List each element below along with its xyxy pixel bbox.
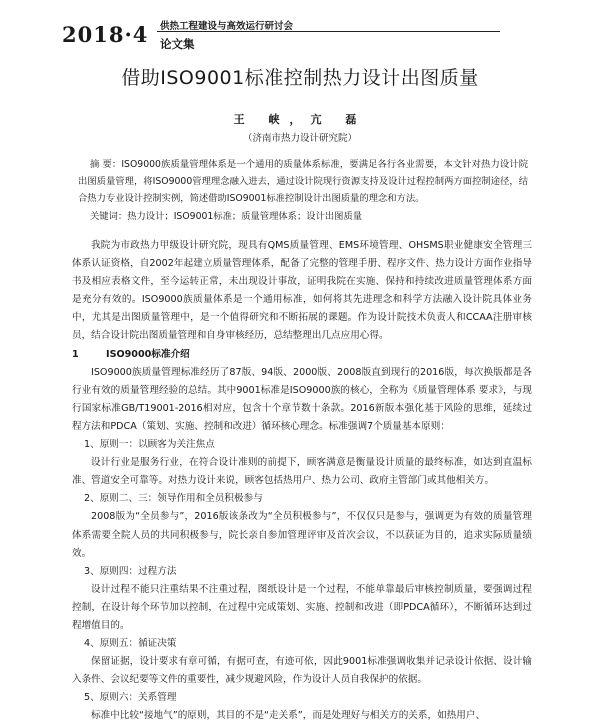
intro-paragraph: 我院为市政热力甲级设计研究院，现具有QMS质量管理、EMS环境管理、OHSMS职业健康安全管理三体系认证资格，自2002年起建立质量管理体系，配备了完整的管理手册、程序文件、热力设计方面作业指导书及相应表格文件，至今运转正常，未出现设计事故，证明我院在实施、保持和持续改进质量管理体系方面是充分有效的。ISO9000族质量体系是一个通用标准，如何将其先进理念和科学方法融入设计院具体业务中，尤其是出图质量管理中，是一个值得研究和不断拓展的课题。作为设计院技术负责人和CCAA注册审核员，结合设计院出图质量管理和自身审核经历，总结整理出几点应用心得。 [72, 240, 532, 342]
principle-text: 2008版为“全员参与”，2016版该条改为“全员积极参与”，不仅仅只是参与，强调更为有效的质量管理体系需要全院人员的共同积极参与，院长亲自参加管理评审及首次会议，不以获证为目的，追求实际质量绩效。 [72, 511, 532, 559]
keywords-text: 热力设计；ISO9001标准；质量管理体系；设计出图质量 [127, 211, 363, 222]
principle-heading: 2、原则二、三：领导作用和全员积极参与 [84, 493, 263, 505]
keywords [90, 208, 530, 222]
paper-title: 借助ISO9001标准控制热力设计出图质量 [121, 67, 479, 89]
section-title: ISO9000标准介绍 [106, 348, 190, 360]
principle-text: 设计行业是服务行业，在符合设计准则的前提下，顾客满意是衡量设计质量的最终标准，如达到直温标准、管道安全可靠等。对热力设计来说，顾客包括热用户、热力公司、政府主管部门或其他相关方。 [72, 457, 532, 487]
principle-heading: 4、原则五：循证决策 [84, 638, 177, 650]
principle-heading: 5、原则六：关系管理 [84, 692, 177, 704]
section-heading [72, 346, 532, 364]
conference-name: 供热工程建设与高效运行研讨会 [160, 21, 294, 32]
principle-text: 标准中比较“接地气”的原则，其目的不是“走关系”，而是处理好与相关方的关系，如热用户、 [91, 710, 486, 722]
keywords-label: 关键词： [90, 211, 128, 222]
journal-issue: 2018·4 [62, 22, 149, 47]
paper-authors: 王 峡，亢 磊 [233, 113, 367, 126]
header-divider [157, 31, 500, 32]
section-paragraph: ISO9000族质量管理标准经历了87版、94版、2000版、2008版直到现行的2016版，每次换版都是各行业有效的质量管理经验的总结。其中9001标准是ISO9000族的核心，全称为《质量管理体系 要求》，与现行国家标准GB/T19001-2016相对应，包含十个章节数十条款。2016新版本强化基于风险的思维，延续过程方法和PDCA（策划、实施、控制和改进）循环核心理念。标准强调7个质量基本原则： [72, 366, 532, 432]
section-number: 1 [72, 348, 79, 360]
principle-text: 保留证据，设计要求有章可循，有据可查，有迹可依，因此9001标准强调收集并记录设计依据、设计输入条件、会议纪要等文件的重要性，减少规避风险，作为设计人员自我保护的依据。 [72, 656, 532, 686]
paper-affiliation: （济南市热力设计研究院） [242, 133, 357, 144]
abstract-text: ISO9000族质量管理体系是一个通用的质量体系标准，要满足各行各业需要，本文针对热力设计院出图质量管理，将ISO9000管理理念融入进去，通过设计院现行资源支持及设计过程控制两方面控制途径，结合热力专业设计控制实例，简述借助ISO9001标准控制设计出图质量的理念和方法。 [78, 159, 528, 204]
column-label: 论文集 [160, 37, 195, 51]
abstract-label: 摘 要： [90, 159, 122, 170]
principle-heading: 1、原则一：以顾客为关注焦点 [84, 439, 215, 451]
abstract [78, 156, 528, 207]
principle-heading: 3、原则四：过程方法 [84, 565, 177, 577]
body-text [72, 237, 532, 726]
principle-text: 设计过程不能只注重结果不注重过程，图纸设计是一个过程，不能单靠最后审核控制质量，要强调过程控制，在设计每个环节加以控制，在过程中完成策划、实施、控制和改进（即PDCA循环），不断循环达到过程增值目的。 [72, 583, 532, 631]
